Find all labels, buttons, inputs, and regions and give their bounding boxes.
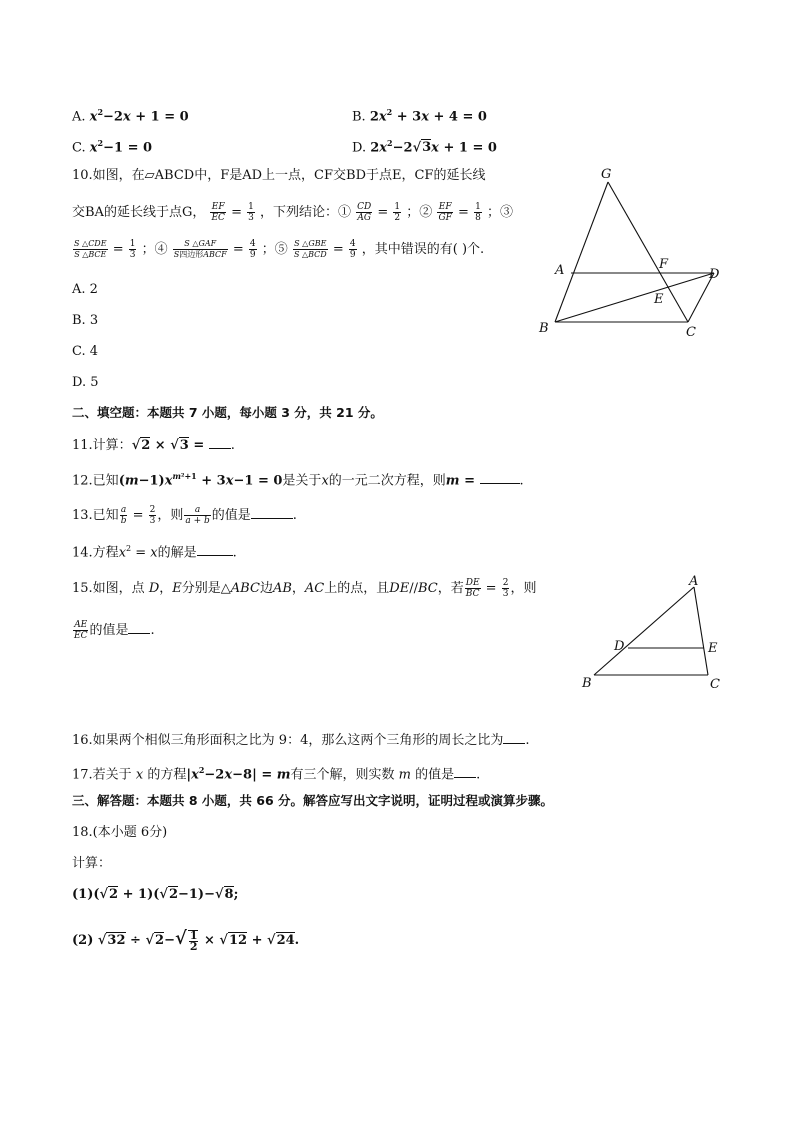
- label-D: D: [614, 639, 625, 654]
- q15-line1: 15.如图，点 D，E分别是△ABC边AB，AC上的点，且DE//BC，若 $\frac{DE}{BC}$ = $\frac{2}{3}$ ，则: [72, 578, 537, 599]
- label-E: E: [708, 641, 718, 656]
- label-C: C: [686, 325, 696, 340]
- q10-line1: 10.如图，在▱ABCD中，F是AD上一点，CF交BD于点E，CF的延长线: [72, 168, 486, 183]
- label-D: D: [709, 267, 720, 282]
- q10-line3: $\frac{\text{S △CDE}}{\text{S △BCE}}$ = $\frac{1}{3}$ ；④ $\frac{\text{S △GAF}}{\text{S四边形ABCF}}$ = $\frac{4}{9}$ ；⑤ $\frac{\text{S △GBE}}{\text{S △BCD}}$ = $\frac{4}{9}$ ，其中错误的有( )个.: [74, 239, 485, 260]
- label-C: C: [710, 677, 720, 692]
- line-GB: [555, 182, 608, 322]
- line-AB: [594, 587, 694, 675]
- q13: 13.已知 $\frac{a}{b}$ = $\frac{2}{3}$ ，则 $\frac{a}{a + b}$ 的值是 .: [72, 505, 297, 526]
- label-F: F: [659, 257, 669, 272]
- q10-figure: [530, 160, 730, 340]
- q10-line2: 交BA的延长线于点G， $\frac{EF}{EC}$ = $\frac{1}{3}$ ，下列结论：① $\frac{CD}{AG}$ = $\frac{1}{2}$ ；② $\frac{EF}{GF}$ = $\frac{1}{8}$ ；③: [72, 202, 513, 223]
- section-3-heading: 三、解答题：本题共 8 小题，共 66 分。解答应写出文字说明，证明过程或演算步骤。: [72, 793, 554, 808]
- q15-line2: $\frac{AE}{EC}$ 的值是 .: [74, 620, 155, 641]
- q11: 11.计算：√2 × √3 = .: [72, 438, 235, 453]
- q10-option-c: C. 4: [72, 344, 99, 359]
- q10-option-d: D. 5: [72, 375, 99, 390]
- label-E: E: [654, 292, 664, 307]
- q10-option-a: A. 2: [72, 282, 98, 297]
- q18-instruction: 计算：: [72, 856, 112, 871]
- section-2-heading: 二、填空题：本题共 7 小题，每小题 3 分，共 21 分。: [72, 405, 383, 420]
- label-A: A: [689, 574, 699, 589]
- q18-part2: (2) √32 ÷ √2−√ $\frac{1}{2}$ × √12 + √24.: [72, 928, 300, 953]
- label-B: B: [582, 676, 592, 691]
- label-B: B: [539, 321, 549, 336]
- q18-title: 18.(本小题 6分): [72, 825, 168, 840]
- option-9b: B. $2x^2 + 3x + 4 = 0$: [352, 107, 487, 125]
- q14: 14.方程$x^2 = x$的解是 .: [72, 544, 237, 561]
- label-A: A: [555, 263, 565, 278]
- option-9c: C. $x^2-1 = 0$: [72, 138, 153, 156]
- q16: 16.如果两个相似三角形面积之比为 9：4，那么这两个三角形的周长之比为 .: [72, 733, 530, 748]
- q12: 12.已知$(m-1)x^{m^2+1} + 3x-1 = 0$是关于x的一元二次方程，则m = .: [72, 471, 524, 489]
- q17: 17.若关于 x 的方程$|x^2-2x-8| = m$有三个解，则实数 m 的值是 .: [72, 765, 481, 783]
- line-AC: [694, 587, 708, 675]
- q10-option-b: B. 3: [72, 313, 99, 328]
- q15-figure: [578, 572, 728, 692]
- option-9d: D. $2x^2-2√3x + 1 = 0$: [352, 138, 497, 156]
- line-GC: [608, 182, 688, 322]
- line-BD: [555, 273, 714, 322]
- option-9a: A. $x^2-2x + 1 = 0$: [72, 107, 189, 125]
- q18-part1: (1)(√2 + 1)(√2−1)−√8;: [72, 887, 239, 902]
- label-G: G: [601, 167, 612, 182]
